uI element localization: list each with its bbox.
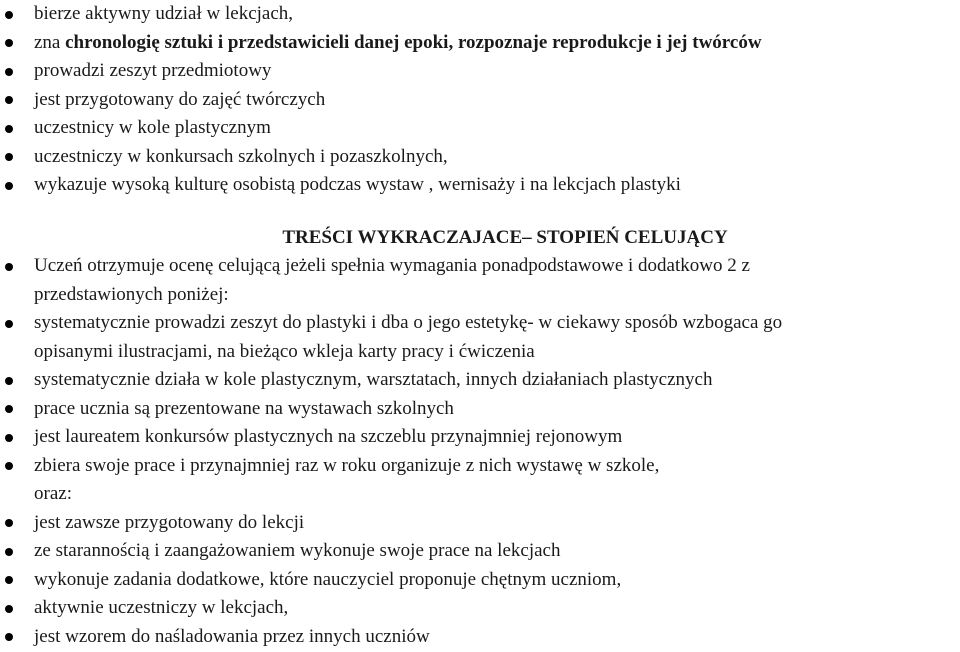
- list-item-text: bierze aktywny udział w lekcjach,: [34, 3, 294, 24]
- list-item: [0, 252, 960, 281]
- bullet-icon: [5, 153, 13, 161]
- list-item-text: prace ucznia są prezentowane na wystawach szkolnych: [34, 397, 454, 419]
- list-item: [0, 395, 960, 424]
- list-item-text: zna: [34, 31, 66, 53]
- bullet-icon: [5, 182, 13, 190]
- bullet-icon: [5, 434, 13, 442]
- list-item: [0, 423, 960, 452]
- list-item: [0, 537, 960, 566]
- list-item-text: jest laureatem konkursów plastycznych na szczeblu przynajmniej rejonowym: [34, 426, 623, 447]
- list-item: [0, 29, 960, 58]
- list-item-text: aktywnie uczestniczy w lekcjach,: [34, 597, 289, 618]
- bullet-icon: [5, 633, 13, 641]
- list-item-text: systematycznie prowadzi zeszyt do plastyki i dba o jego estetykę- w ciekawy sposób wzbogaca go: [34, 312, 783, 333]
- list-item: [0, 171, 960, 200]
- list-item-text: jest przygotowany do zajęć twórczych: [34, 88, 326, 110]
- list-item-text: ze starannością i zaangażowaniem wykonuje swoje prace na lekcjach: [34, 540, 561, 561]
- list-item-text: wykazuje wysoką kulturę osobistą podczas wystaw , wernisaży i na lekcjach plastyki: [34, 174, 681, 195]
- list-item-continuation: [0, 480, 960, 509]
- list-item: [0, 143, 960, 172]
- list-item-text: uczestniczy w konkursach szkolnych i pozaszkolnych,: [34, 145, 448, 167]
- bullet-icon: [5, 320, 13, 328]
- requirements-list-top: [0, 0, 960, 200]
- list-item: [0, 366, 960, 395]
- list-item: [0, 566, 960, 595]
- list-item-text: oraz:: [34, 483, 72, 504]
- bullet-icon: [5, 462, 13, 470]
- list-item: [0, 114, 960, 143]
- requirements-list-celujacy: [0, 252, 960, 651]
- list-item: [0, 623, 960, 652]
- list-item: [0, 86, 960, 115]
- list-item-text: Uczeń otrzymuje ocenę celującą jeżeli spełnia wymagania ponadpodstawowe i dodatkowo 2 z: [34, 255, 750, 276]
- list-item-text: opisanymi ilustracjami, na bieżąco wkleja karty pracy i ćwiczenia: [34, 340, 535, 362]
- list-item: [0, 0, 960, 29]
- list-item: [0, 594, 960, 623]
- bullet-icon: [5, 548, 13, 556]
- list-item-text: jest zawsze przygotowany do lekcji: [34, 511, 305, 533]
- list-item: [0, 309, 960, 338]
- bullet-icon: [5, 96, 13, 104]
- list-item: [0, 509, 960, 538]
- list-item-text: zbiera swoje prace i przynajmniej raz w roku organizuje z nich wystawę w szkole,: [34, 454, 660, 476]
- bullet-icon: [5, 11, 13, 19]
- list-item: [0, 452, 960, 481]
- bullet-icon: [5, 68, 13, 76]
- section-heading: TREŚCI WYKRACZAJACE– STOPIEŃ CELUJĄCY: [282, 227, 728, 248]
- list-item-text: jest wzorem do naśladowania przez innych uczniów: [34, 625, 430, 647]
- list-item-continuation: [0, 281, 960, 310]
- bullet-icon: [5, 605, 13, 613]
- list-item-text: systematycznie działa w kole plastycznym, warsztatach, innych działaniach plastycznych: [34, 369, 713, 390]
- bullet-icon: [5, 39, 13, 47]
- list-item-text: wykonuje zadania dodatkowe, które nauczyciel proponuje chętnym uczniom,: [34, 568, 622, 590]
- bullet-icon: [5, 405, 13, 413]
- bullet-icon: [5, 263, 13, 271]
- list-item-text: uczestnicy w kole plastycznym: [34, 117, 271, 138]
- bullet-icon: [5, 576, 13, 584]
- list-item: [0, 57, 960, 86]
- list-item-continuation: [0, 338, 960, 367]
- bullet-icon: [5, 519, 13, 527]
- bullet-icon: [5, 125, 13, 133]
- list-item-text: prowadzi zeszyt przedmiotowy: [34, 60, 272, 81]
- list-item-text: przedstawionych poniżej:: [34, 283, 229, 305]
- list-item-bold-text: chronologię sztuki i przedstawicieli danej epoki, rozpoznaje reprodukcje i jej twórców: [65, 31, 762, 53]
- bullet-icon: [5, 377, 13, 385]
